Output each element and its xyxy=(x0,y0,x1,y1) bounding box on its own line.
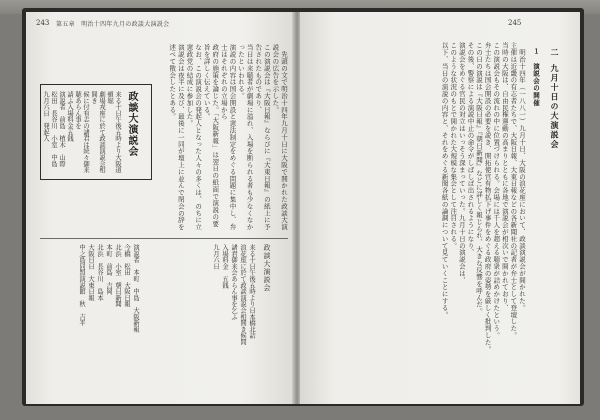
speaker-line: 今橋 松田 大阪日報 xyxy=(123,244,130,307)
notice-text xyxy=(144,244,256,394)
advert-line: 松田 長谷川 小室 中島 xyxy=(50,91,57,167)
paragraph: この演説会は『大阪日報』ならびに『大東日報』の紙上に予告されたものであり、 xyxy=(254,44,271,231)
speaker-line: 演説者 本町 中島 大阪新報 xyxy=(132,244,139,333)
paragraph: 演説の内容は国会開設と憲法制定をめぐる問題に集中し、弁士はそれぞれの立場から xyxy=(219,44,237,231)
subsection-title: １ 演説会の開催 xyxy=(532,48,540,107)
paragraph: このような状況のもとで開かれた大規模な集会として注目される。 xyxy=(449,42,458,249)
advertisement-text xyxy=(42,91,121,173)
paragraph: 先頭の文で明治十四年九月十日に大阪で開かれた政談大演説会の広告を示した。 xyxy=(271,44,288,231)
section-title: 九月十日の大演説会 xyxy=(550,64,560,150)
speaker-list xyxy=(40,244,140,394)
advert-line: 演説者 前島 植木 山際 xyxy=(58,91,65,167)
speaker-line: 本町 前島 吉岡 xyxy=(105,244,112,295)
notice-line: 入場料金 五銭 xyxy=(221,244,228,289)
left-page xyxy=(26,12,296,404)
divider xyxy=(40,238,288,239)
paragraph: 明治十四年（一八八一）九月十日、大阪の浪花座において、政談演説会が開かれた。 xyxy=(518,42,526,312)
speaker-line: 北浜 小室 朝日新聞 xyxy=(114,244,121,307)
body-text xyxy=(160,44,288,232)
advert-line: 来る十日午後五時より大阪道頓堀 xyxy=(106,91,121,173)
notice-line: 浪花座に於て政談演説会相開き候間 xyxy=(239,244,246,345)
paragraph: 当日は来聴者が劇場に溢れ、入場を断られる者も少なくなかったといわれる。 xyxy=(237,44,254,231)
advertisement-title: 政談大演説会 xyxy=(126,91,137,157)
paragraph: 以下、当日の演説の内容と、それをめぐる新聞各紙の論調について見ていくことにする。 xyxy=(440,42,449,318)
advert-line: 劇場戎座に於て政談演説会相開き xyxy=(90,91,105,173)
page-number: 243 xyxy=(36,19,50,27)
advert-line: 候に付有志の諸君は続々御来聴あらん事を xyxy=(74,91,89,173)
notice-line: 諸君御来会あらん事を乞ふ xyxy=(230,244,237,320)
speaker-line: 大阪日日 大東日報 xyxy=(87,244,94,301)
body-text xyxy=(316,42,526,392)
paragraph: この演説会もその流れの中に位置づけられる。会場には千人を超える聴衆が詰めかけたという。 xyxy=(492,42,501,339)
paragraph: その後、警察による演説中止の命令がしばしば出されるようになり、 xyxy=(466,42,475,256)
speaker-line: 北浜 長谷川 島本 xyxy=(96,244,103,301)
advert-line: 請ふ入場料金五銭 xyxy=(66,91,73,142)
paragraph: 主催は近畿の有志者たちで、大阪日報、大東日報などの各新聞社の記者が弁士として登壇した。 xyxy=(509,42,518,339)
page-number: 245 xyxy=(508,19,522,27)
advertisement-box xyxy=(40,84,152,180)
notice-title: 政談大演説会 xyxy=(263,244,271,292)
paragraph: 演説会は夜半に及び、最後に一同が壇上に並んで閉会の辞を述べて散会したとある。 xyxy=(168,44,185,231)
advert-line: 九月六日 発起人 xyxy=(42,91,49,142)
right-page xyxy=(300,12,580,404)
section-number: 二 xyxy=(550,48,560,58)
paragraph: この日の演説は『大阪日報』『朝日新聞』などに詳しく報じられ、大きな反響を呼んだ。 xyxy=(475,42,484,315)
paragraph: 弁士たちは国会開設の必要を説き、開拓使官有物払下げ事件をめぐる政府の姿勢を厳しく批判した。 xyxy=(483,42,492,353)
notice-line: 来る十日午後五時より日本橋北詰 xyxy=(248,244,255,339)
paragraph: 当時の大阪は、自由民権運動の高まりとともに各地で演説会が相次いで開かれており、 xyxy=(500,42,509,312)
paragraph: なお、この演説会の発起人となった人々の多くは、のちに立憲政党の結成に参加した。 xyxy=(185,44,203,231)
paragraph: 政府の施策を論じた。「大阪新報」は翌日の紙面で演説の要旨を詳しく伝えている。 xyxy=(202,44,220,228)
notice-line: 九月六日 xyxy=(212,244,219,270)
paragraph: 演説会をめぐる官民の対立はいっそう深まっていった。九月十日の演説会は、 xyxy=(457,42,466,284)
speaker-line: 中之島同盟演説館 秋 吉平 xyxy=(78,244,85,326)
running-header: 第五章 明治十四年九月の政談大演説会 xyxy=(56,21,170,28)
